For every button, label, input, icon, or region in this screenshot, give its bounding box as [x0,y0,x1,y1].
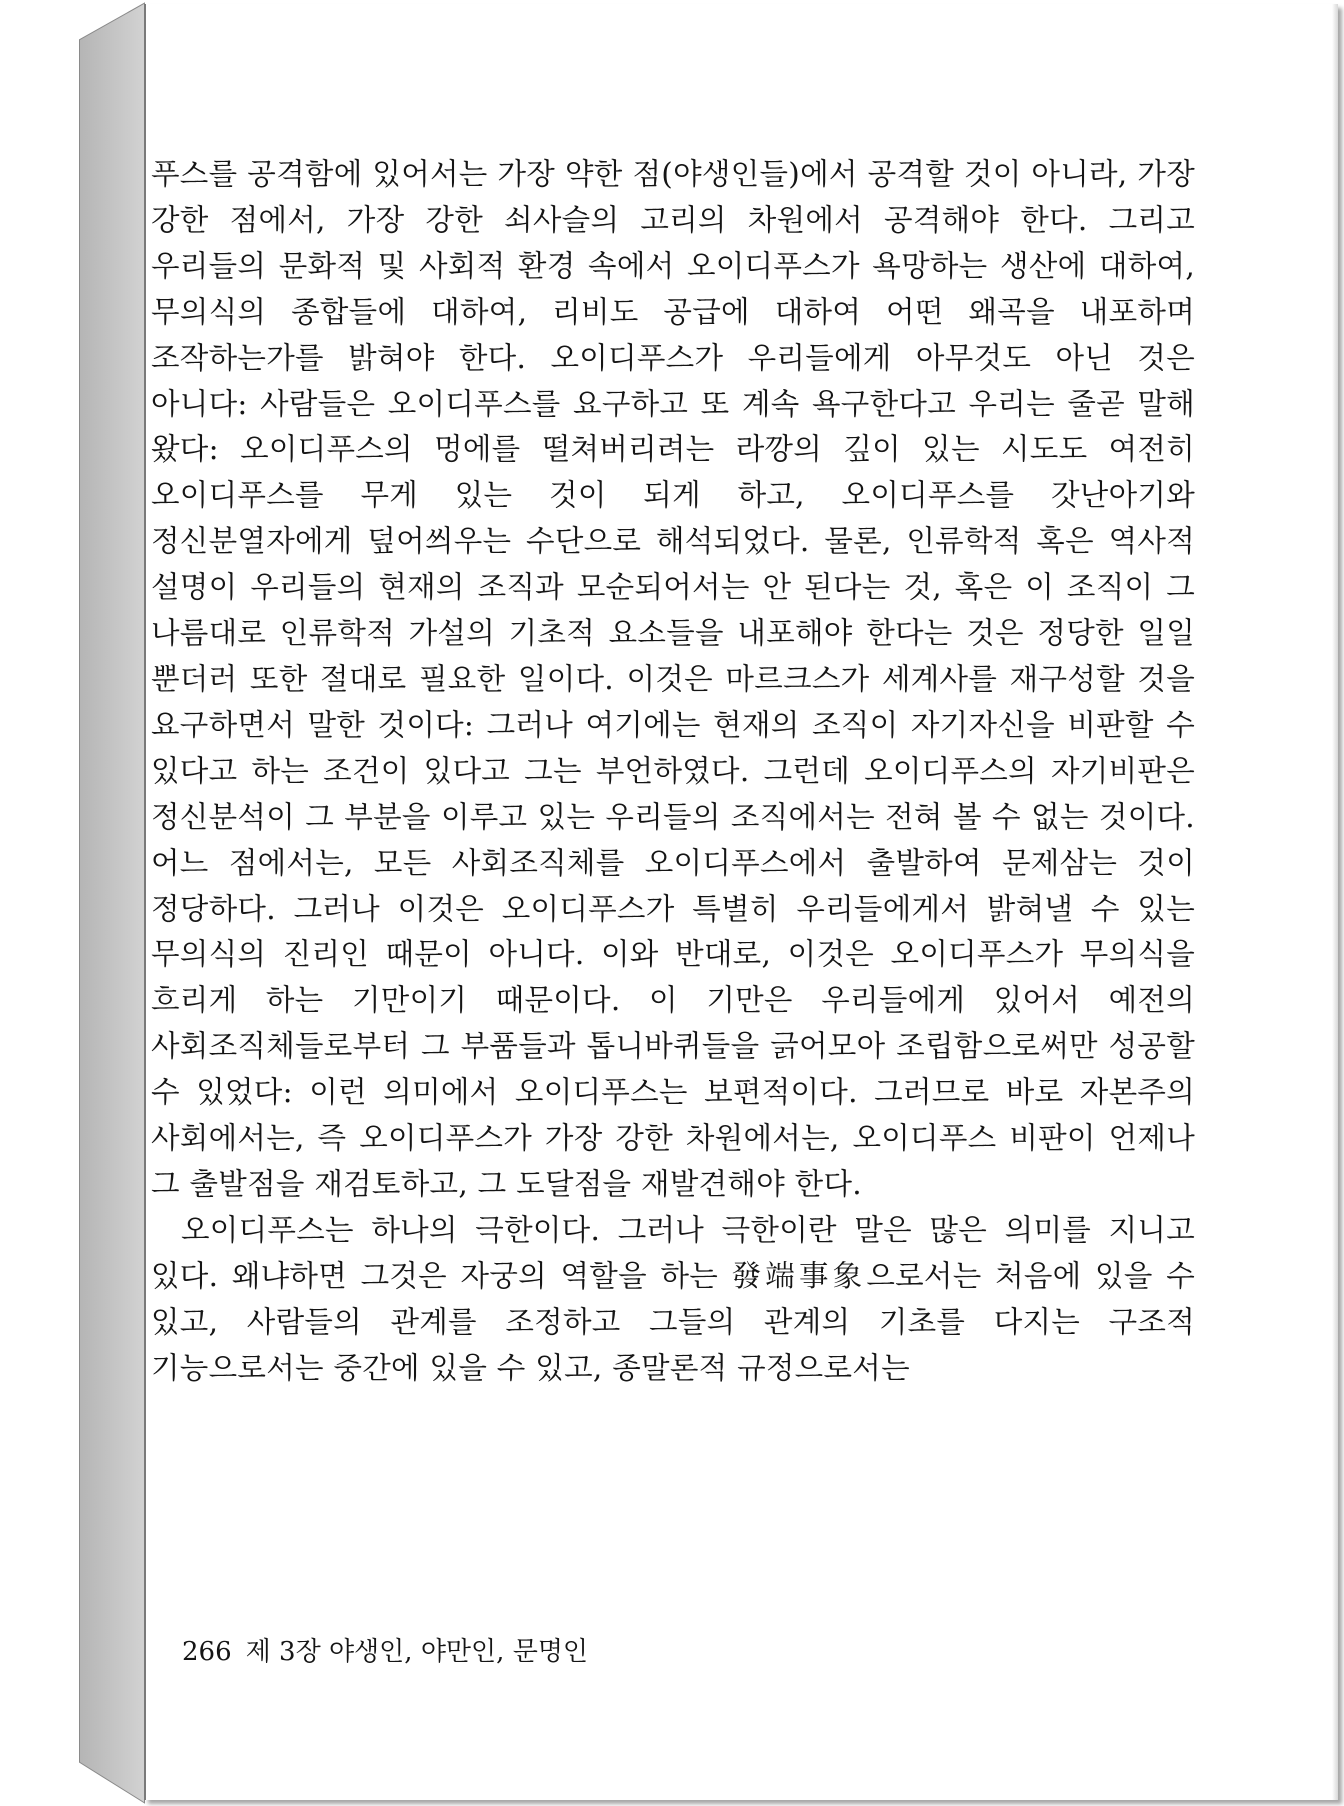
body-text [151,152,1195,1391]
page-number: 266 [182,1637,232,1667]
running-head-chapter: 제 3장 야생인, 야만인, 문명인 [245,1637,589,1667]
paragraph: 푸스를 공격함에 있어서는 가장 약한 점(야생인들)에서 공격할 것이 아니라, 가장 강한 점에서, 가장 강한 쇠사슬의 고리의 차원에서 공격해야 한다. 그리고 우리들의 문화적 및 사회적 환경 속에서 오이디푸스가 욕망하는 생산에 대하여, 무의식의 종합들에 대하여, 리비도 공급에 대하여 어떤 왜곡을 내포하며 조작하는가를 밝혀야 한다. 오이디푸스가 우리들에게 아무것도 아닌 것은 아니다: 사람들은 오이디푸스를 요구하고 또 계속 욕구한다고 우리는 줄곧 말해 왔다: 오이디푸스의 멍에를 떨쳐버리려는 라깡의 깊이 있는 시도도 여전히 오이디푸스를 무게 있는 것이 되게 하고, 오이디푸스를 갓난아기와 정신분열자에게 덮어씌우는 수단으로 해석되었다. 물론, 인류학적 혹은 역사적 설명이 우리들의 현재의 조직과 모순되어서는 안 된다는 것, 혹은 이 조직이 그 나름대로 인류학적 가설의 기초적 요소들을 내포해야 한다는 것은 정당한 일일 뿐더러 또한 절대로 필요한 일이다. 이것은 마르크스가 세계사를 재구성할 것을 요구하면서 말한 것이다: 그러나 여기에는 현재의 조직이 자기자신을 비판할 수 있다고 하는 조건이 있다고 그는 부언하였다. 그런데 오이디푸스의 자기비판은 정신분석이 그 부분을 이루고 있는 우리들의 조직에서는 전혀 볼 수 없는 것이다. 어느 점에서는, 모든 사회조직체를 오이디푸스에서 출발하여 문제삼는 것이 정당하다. 그러나 이것은 오이디푸스가 특별히 우리들에게서 밝혀낼 수 있는 무의식의 진리인 때문이 아니다. 이와 반대로, 이것은 오이디푸스가 무의식을 흐리게 하는 기만이기 때문이다. 이 기만은 우리들에게 있어서 예전의 사회조직체들로부터 그 부품들과 톱니바퀴들을 긁어모아 조립함으로써만 성공할 수 있었다: 이런 의미에서 오이디푸스는 보편적이다. 그러므로 바로 자본주의 사회에서는, 즉 오이디푸스가 가장 강한 차원에서는, 오이디푸스 비판이 언제나 그 출발점을 재검토하고, 그 도달점을 재발견해야 한다. [151,157,1195,1201]
page-edge [1332,4,1338,1800]
page-footer [182,1631,588,1668]
paragraph: 오이디푸스는 하나의 극한이다. 그러나 극한이란 말은 많은 의미를 지니고 있다. 왜냐하면 그것은 자궁의 역할을 하는 發端事象으로서는 처음에 있을 수 있고, 사람들의 관계를 조정하고 그들의 관계의 기초를 다지는 구조적 기능으로서는 중간에 있을 수 있고, 종말론적 규정으로서는 [151,1212,1195,1385]
